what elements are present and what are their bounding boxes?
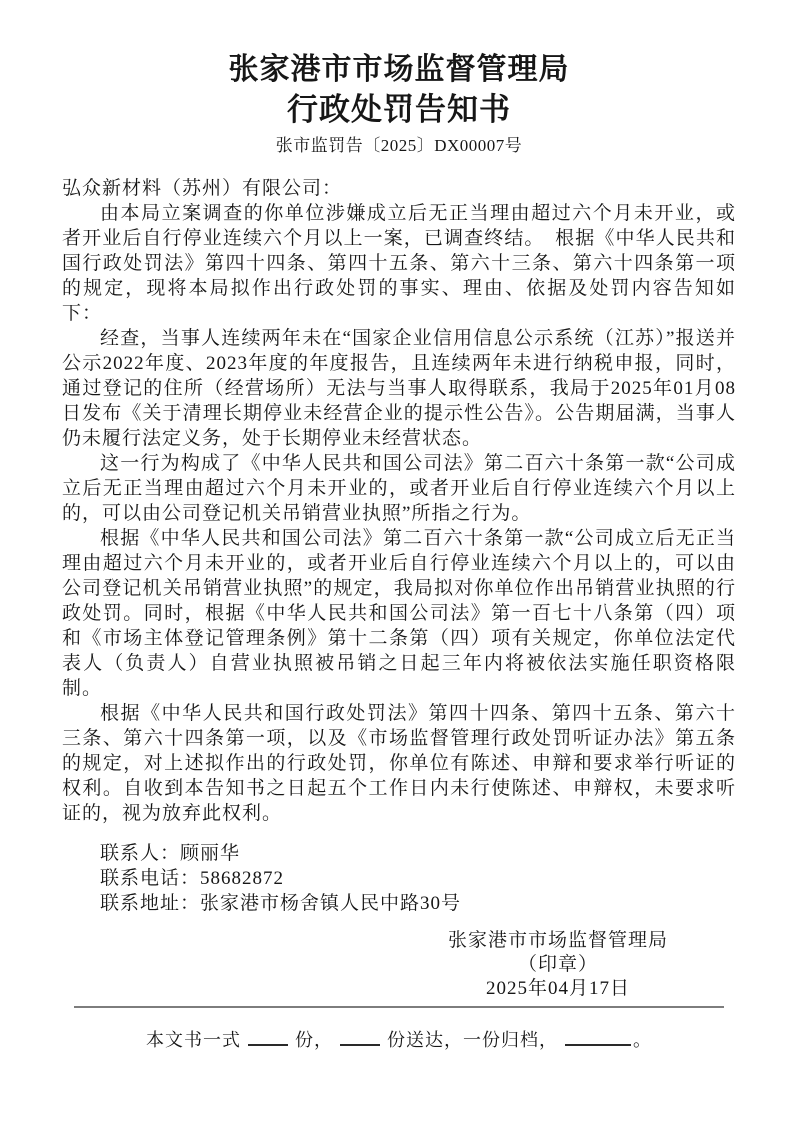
divider-rule	[74, 1006, 724, 1008]
body-paragraph: 这一行为构成了《中华人民共和国公司法》第二百六十条第一款“公司成立后无正当理由超过六个月未开业的，或者开业后自行停业连续六个月以上的，可以由公司登记机关吊销营业执照”所指之行为。	[62, 453, 736, 524]
footer-text-delivery: 份送达，一份归档，	[387, 1030, 558, 1050]
contact-phone-value: 58682872	[200, 868, 285, 889]
body-paragraph: 由本局立案调查的你单位涉嫌成立后无正当理由超过六个月未开业，或者开业后自行停业连续六个月以上一案，已调查终结。 根据《中华人民共和国行政处罚法》第四十四条、第四十五条、第六十三条、第六十四条第一项的规定，现将本局拟作出行政处罚的事实、理由、依据及处罚内容告知如下：	[62, 203, 736, 324]
contact-person-value: 顾丽华	[180, 843, 241, 864]
contact-phone-label: 联系电话：	[100, 868, 201, 889]
body-paragraph: 经查，当事人连续两年未在“国家企业信用信息公示系统（江苏）”报送并公示2022年度、2023年度的年度报告，且连续两年未进行纳税申报，同时，通过登记的住所（经营场所）无法与当事人取得联系，我局于2025年01月08日发布《关于清理长期停业未经营企业的提示性公告》。公告期届满，当事人仍未履行法定义务，处于长期停业未经营状态。	[62, 328, 736, 449]
body-paragraph: 根据《中华人民共和国公司法》第二百六十条第一款“公司成立后无正当理由超过六个月未开业的，或者开业后自行停业连续六个月以上的，可以由公司登记机关吊销营业执照”的规定，我局拟对你单位作出吊销营业执照的行政处罚。同时，根据《中华人民共和国公司法》第一百七十八条第（四）项和《市场主体登记管理条例》第十二条第（四）项有关规定，你单位法定代表人（负责人）自营业执照被吊销之日起三年内将被依法实施任职资格限制。	[62, 528, 736, 699]
footer-note	[62, 1028, 736, 1052]
signature-seal: （印章）	[517, 954, 598, 975]
footer-text-period: 。	[633, 1030, 652, 1050]
document-title: 行政处罚告知书	[287, 92, 511, 127]
contact-address-label: 联系地址：	[100, 893, 201, 914]
signature-agency: 张家港市市场监督管理局	[447, 930, 668, 951]
copies-blank-line	[248, 1030, 288, 1046]
delivery-blank-line	[340, 1030, 380, 1046]
contact-block	[62, 841, 736, 916]
contact-person-label: 联系人：	[100, 843, 181, 864]
recipient-line: 弘众新材料（苏州）有限公司：	[62, 178, 343, 199]
document-body	[62, 176, 736, 826]
footer-text-fen: 份，	[295, 1030, 333, 1050]
contact-address-line	[62, 891, 736, 916]
agency-title: 张家港市市场监督管理局	[228, 53, 570, 86]
contact-address-value: 张家港市杨舍镇人民中路30号	[200, 893, 462, 914]
extra-blank-line	[565, 1030, 631, 1046]
body-paragraph: 根据《中华人民共和国行政处罚法》第四十四条、第四十五条、第六十三条、第六十四条第一项，以及《市场监督管理行政处罚听证办法》第五条的规定，对上述拟作出的行政处罚，你单位有陈述、申辩和要求举行听证的权利。自收到本告知书之日起五个工作日内未行使陈述、申辩权，未要求听证的，视为放弃此权利。	[62, 703, 736, 824]
contact-person-line	[62, 841, 736, 866]
contact-phone-line	[62, 866, 736, 891]
signature-block	[448, 929, 668, 1001]
signature-date: 2025年04月17日	[485, 978, 630, 999]
footer-text-copies: 本文书一式	[146, 1030, 241, 1050]
document-number: 张市监罚告〔2025〕DX00007号	[275, 136, 523, 155]
